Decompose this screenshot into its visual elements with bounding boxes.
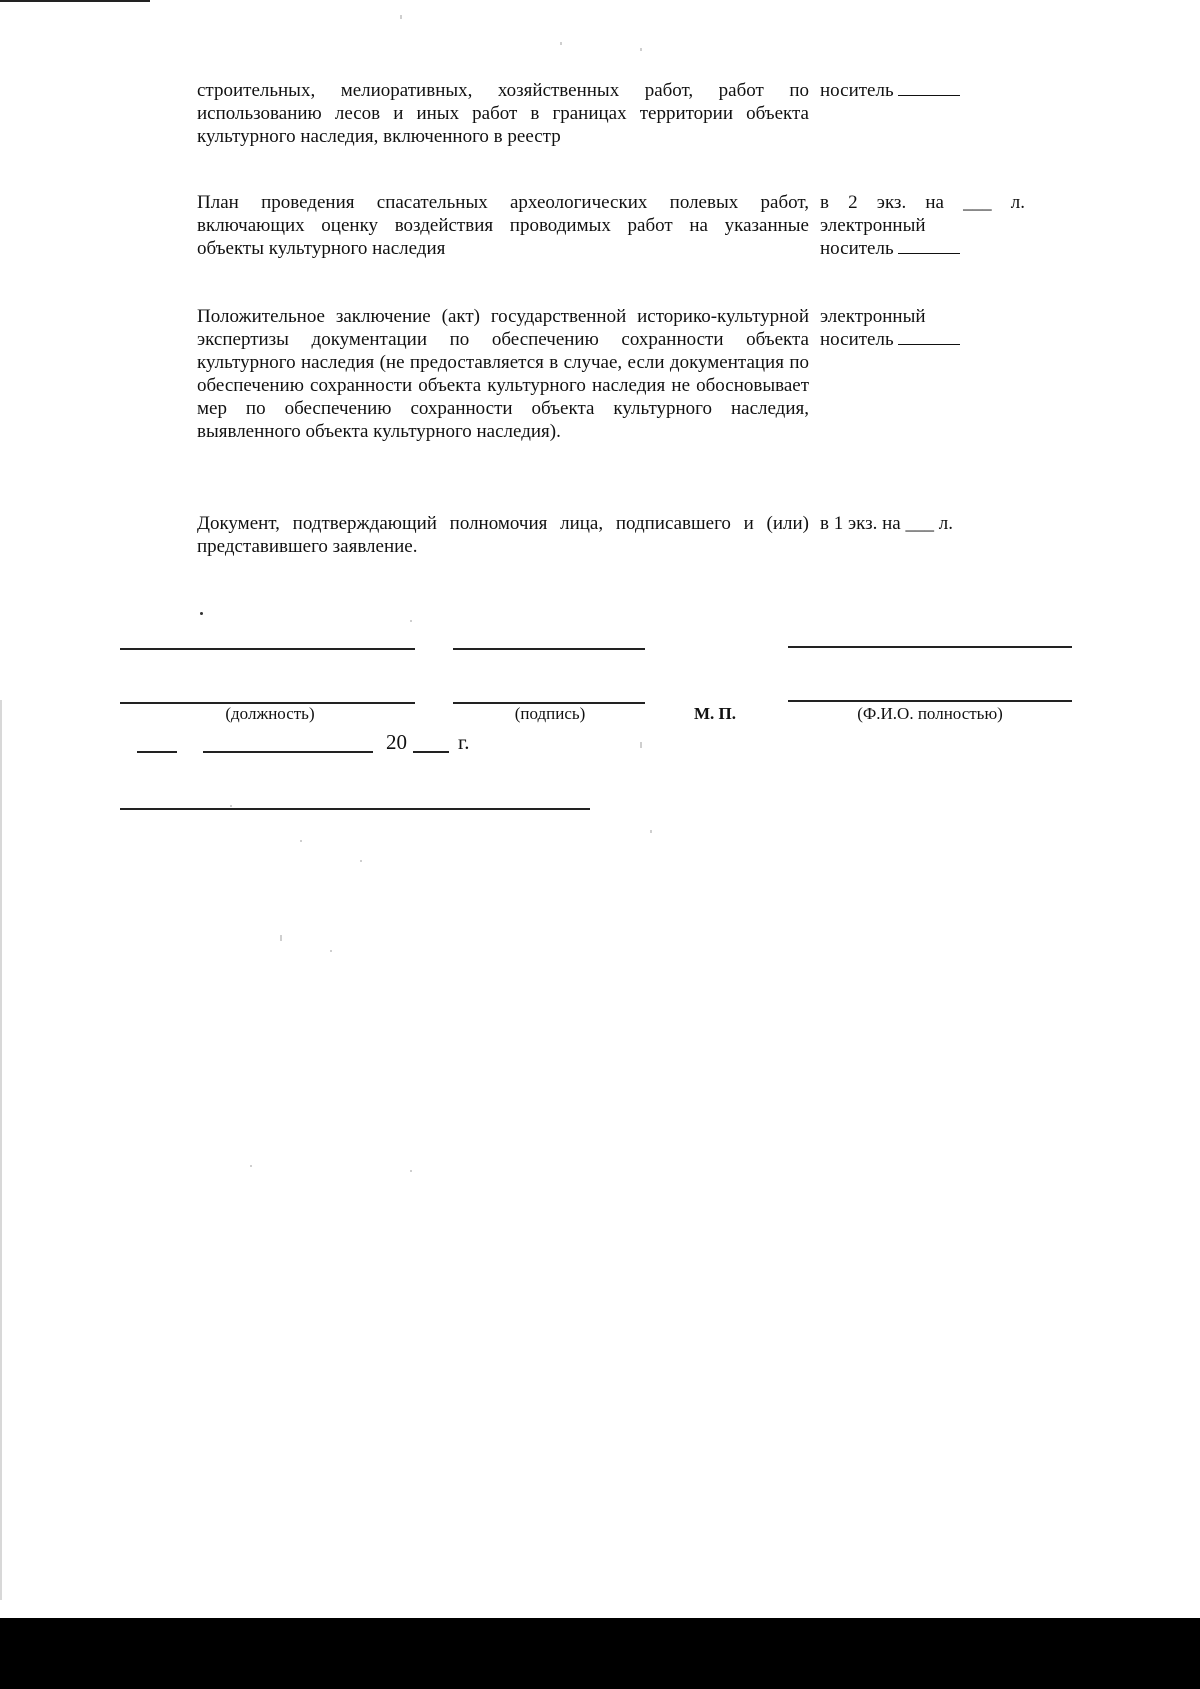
blank-field[interactable] [898,79,960,96]
item-description: План проведения спасательных археологических полевых работ, включающих оценку воздействия проводимых работ на указанные объекты культурного наследия [197,192,809,259]
date-month-line[interactable] [203,751,373,753]
date-day-line[interactable] [137,751,177,753]
qty-label: носитель [820,238,894,259]
extra-line[interactable] [120,808,590,810]
name-line[interactable] [788,700,1072,702]
item-description: Положительное заключение (акт) государственной историко-культурной экспертизы документации по обеспечению сохранности объекта культурного наследия (не предоставляется в случае, если документация по обеспечению сохранности объекта культурного наследия не обосновывает мер по обеспечению сохранности объекта культурного наследия, выявленного объекта культурного наследия). [197,306,809,442]
qty-word: л. [938,513,953,534]
signature-caption: (подпись) [514,704,586,723]
qty-word: л. [1010,192,1025,213]
stamp-caption: М. П. [694,704,737,723]
qty-line [820,191,1025,214]
qty-line: электронный [820,306,926,327]
blank-field[interactable] [898,328,960,345]
qty-line [820,328,1030,351]
item-quantity [820,305,1030,351]
scan-edge-shadow [0,700,2,1600]
item-description: строительных, мелиоративных, хозяйственных работ, работ по использованию лесов и иных работ в границах территории объекта культурного наследия, включенного в реестр [197,80,809,147]
sheet-count-blank[interactable]: ___ [905,513,934,534]
scan-bottom-border [0,1618,1200,1689]
name-line-top [788,646,1072,648]
qty-word: экз. [876,192,907,213]
date-year-line[interactable] [413,751,449,753]
date-year-suffix: г. [458,730,470,754]
qty-word: на [925,192,944,213]
item-quantity [820,191,1030,260]
scan-edge-line [0,0,150,2]
position-line-top [120,648,415,650]
qty-label: носитель [820,329,894,350]
item-description: Документ, подтверждающий полномочия лица, подписавшего и (или) представившего заявление. [197,513,809,557]
blank-field[interactable] [898,237,960,254]
signature-line-top [453,648,645,650]
qty-number: 2 [848,192,858,213]
name-caption: (Ф.И.О. полностью) [857,704,1003,723]
qty-word: в [820,192,829,213]
date-year-prefix: 20 [386,730,407,754]
qty-word: в 1 экз. на [820,513,901,534]
sheet-count-blank[interactable]: ___ [963,192,992,213]
position-caption: (должность) [225,704,315,723]
item-quantity [820,79,1030,102]
qty-line [820,237,1030,260]
qty-line [820,79,1030,102]
item-quantity [820,512,1030,535]
qty-line [820,512,1030,535]
qty-label: носитель [820,80,894,101]
qty-line: электронный [820,215,926,236]
stray-mark [200,612,203,615]
